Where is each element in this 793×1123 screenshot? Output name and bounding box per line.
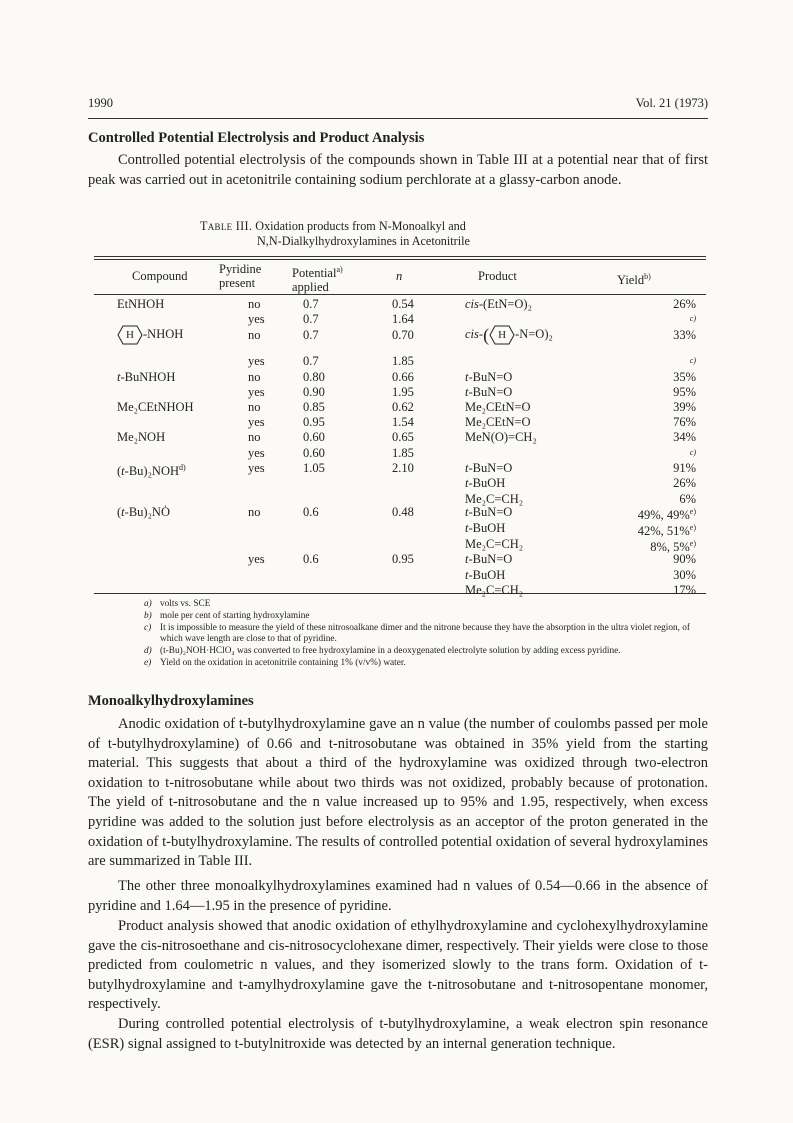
cell-potential: 0.6 (303, 552, 319, 566)
cell-potential: 0.7 (303, 354, 319, 368)
cell-product: Me₂C=CH₂ (465, 492, 524, 506)
cell-yield: 91% (673, 461, 696, 475)
paragraph-2: The other three monoalkylhydroxylamines examined had n values of 0.54—0.66 in the absence of pyridine and 1.64—1.95 in the presence of pyridine. (88, 878, 708, 914)
note-text: volts vs. SCE (160, 599, 211, 609)
cell-product: t-BuN=O (465, 385, 513, 399)
cell-n: 0.62 (392, 400, 414, 414)
cell-product: t-BuOH (465, 568, 506, 582)
cell-pyridine: yes (248, 552, 265, 566)
footnote-marker: e) (689, 507, 696, 516)
cell-product: t-BuOH (465, 521, 506, 535)
running-head (88, 96, 708, 111)
cell-n: 0.66 (392, 370, 414, 384)
col-header-potential-l2: applied (292, 279, 329, 294)
cell-n: 0.95 (392, 552, 414, 566)
cell-product: cis-(EtN=O)₂ (465, 297, 532, 311)
cell-yield: c) (689, 448, 696, 457)
cell-compound: Me₂CEtNHOH (117, 400, 194, 414)
table-note (144, 611, 704, 623)
table-caption-label: Table III. (200, 219, 253, 233)
table-caption (200, 219, 600, 249)
col-header-pyridine-l1: Pyridine (219, 262, 262, 276)
cell-compound: t-BuNHOH (117, 370, 176, 384)
cell-compound: (t-Bu)₂NȮ (117, 505, 170, 519)
paragraph-electrolysis: Controlled potential electrolysis of the compounds shown in Table III at a potential near that of first peak was carried out in acetonitrile containing sodium perchlorate at a glassy-carbon anode. (88, 152, 708, 188)
cell-pyridine: no (248, 297, 261, 311)
cell-n: 1.85 (392, 446, 414, 460)
cell-n: 0.65 (392, 430, 414, 444)
cell-n: 0.70 (392, 328, 414, 342)
cell-yield: 17% (673, 583, 696, 597)
cell-yield: 49%, 49%$^{e)}$ (637, 507, 696, 523)
cell-product: t-BuN=O (465, 370, 513, 384)
col-header-pyridine-l2: present (219, 275, 256, 290)
cell-n: 1.64 (392, 312, 414, 326)
section-title-monoalkyl: Monoalkylhydroxylamines (88, 693, 254, 709)
cell-yield: 6% (679, 492, 696, 506)
table-caption-line1: Oxidation products from N-Monoalkyl and (255, 219, 466, 233)
cell-product: Me₂CEtN=O (465, 415, 531, 429)
cell-compound: (t-Bu)₂NOH$^{d)}$ (117, 463, 186, 479)
cell-yield: 76% (673, 415, 696, 429)
cell-potential: 0.90 (303, 385, 325, 399)
note-key: c) (144, 622, 152, 633)
cell-potential: 0.60 (303, 430, 325, 444)
cell-n: 1.95 (392, 385, 414, 399)
cell-potential: 0.7 (303, 297, 319, 311)
cell-yield: 30% (673, 568, 696, 582)
cell-potential: 0.60 (303, 446, 325, 460)
cell-n: 0.54 (392, 297, 414, 311)
cell-pyridine: yes (248, 461, 265, 475)
cell-yield: 8%, 5%$^{e)}$ (650, 539, 696, 555)
cell-yield: 90% (673, 552, 696, 566)
journal-reference: Vol. 21 (1973) (635, 96, 708, 110)
cell-pyridine: no (248, 430, 261, 444)
cell-yield: 95% (673, 385, 696, 399)
table-bottom-rule (94, 593, 706, 594)
note-key: d) (144, 646, 152, 657)
note-key: b) (144, 610, 152, 621)
col-header-potential-sup: a) (336, 265, 343, 274)
cell-n: 1.85 (392, 354, 414, 368)
cell-pyridine: yes (248, 312, 265, 326)
cell-compound: H -NHOH (117, 325, 183, 345)
cell-pyridine: no (248, 328, 261, 342)
cell-potential: 0.85 (303, 400, 325, 414)
table-note (144, 646, 704, 658)
cell-yield: 34% (673, 430, 696, 444)
cell-pyridine: no (248, 505, 261, 519)
col-header-product: Product (478, 269, 517, 283)
col-header-potential (292, 263, 343, 294)
cell-yield: 35% (673, 370, 696, 384)
cell-product: t-BuOH (465, 476, 506, 490)
cyclohexyl-ring-icon: H (489, 325, 515, 345)
note-key: e) (144, 657, 152, 668)
col-header-yield-sup: b) (644, 272, 651, 281)
cell-yield: c) (689, 314, 696, 323)
cell-yield: 26% (673, 476, 696, 490)
cell-product: cis-( H -N=O)₂ (465, 325, 553, 345)
table-note (144, 658, 704, 670)
paragraph-1: Anodic oxidation of t-butylhydroxylamine gave an n value (the number of coulombs passed per mole of t-butylhydroxylamine) of 0.66 and t-nitrosobutane was obtained in 35% yield from the starting material. This suggests that about a third of the hydroxylamine was oxidized through two-electron oxidation to t-nitrosobutane while about two thirds was not oxidized, probably because of protonation. The yield of t-nitrosobutane and the n value increased up to 95% and 1.95, respectively, when excess pyridine was added to the solution just before electrolysis as an acceptor of the proton generated in the oxidation of t-butylhydroxylamine. The results of controlled potential oxidation of several hydroxylamines are summarized in Table III. (88, 716, 708, 870)
cell-potential: 0.7 (303, 328, 319, 342)
cell-yield: 33% (673, 328, 696, 342)
cell-pyridine: yes (248, 385, 265, 399)
section-title-electrolysis: Controlled Potential Electrolysis and Product Analysis (88, 130, 425, 146)
cell-potential: 1.05 (303, 461, 325, 475)
cell-pyridine: yes (248, 354, 265, 368)
cell-compound: Me₂NOH (117, 430, 166, 444)
table-top-rule (94, 256, 706, 257)
paragraph-4: During controlled potential electrolysis of t-butylhydroxylamine, a weak electron spin resonance (ESR) signal assigned to t-butylnitroxide was detected by an internal generation technique. (88, 1016, 708, 1052)
cell-n: 2.10 (392, 461, 414, 475)
note-text: Yield on the oxidation in acetonitrile containing 1% (v/v%) water. (160, 657, 406, 668)
cell-pyridine: yes (248, 446, 265, 460)
cell-product: t-BuN=O (465, 552, 513, 566)
cell-yield: 39% (673, 400, 696, 414)
table-caption-line2: N,N-Dialkylhydroxylamines in Acetonitrile (257, 234, 470, 248)
table-note (144, 599, 704, 611)
cell-potential: 0.80 (303, 370, 325, 384)
cell-yield: 42%, 51%$^{e)}$ (637, 523, 696, 539)
cell-potential: 0.7 (303, 312, 319, 326)
note-key: a) (144, 599, 152, 609)
table-top-rule-double (94, 259, 706, 260)
cell-product: t-BuN=O (465, 461, 513, 475)
cell-pyridine: no (248, 370, 261, 384)
cell-compound: EtNHOH (117, 297, 165, 311)
cell-product: Me₂C=CH₂ (465, 583, 524, 597)
cell-n: 0.48 (392, 505, 414, 519)
cyclohexyl-ring-icon: H (117, 325, 143, 345)
page-number: 1990 (88, 96, 113, 110)
footnote-marker: e) (689, 539, 696, 548)
col-header-n: n (396, 269, 403, 283)
col-header-compound: Compound (132, 269, 188, 283)
header-rule (88, 118, 708, 119)
cell-pyridine: yes (248, 415, 265, 429)
cell-product: t-BuN=O (465, 505, 513, 519)
col-header-potential-l1: Potential (292, 266, 337, 281)
cell-pyridine: no (248, 400, 261, 414)
footnote-marker: e) (689, 523, 696, 532)
col-header-yield (617, 270, 651, 288)
col-header-yield-label: Yield (617, 273, 645, 288)
footnote-marker: d) (179, 463, 186, 472)
note-text: mole per cent of starting hydroxylamine (160, 610, 310, 621)
paragraph-3: Product analysis showed that anodic oxidation of ethylhydroxylamine and cyclohexylhydroxylamine gave the cis-nitrosoethane and cis-nitrosocyclohexane dimer, respectively. Their yields were close to those predicted from coulometric n values, and they isomerized slowly to the trans form. Oxidation of t-butylhydroxylamine and t-amylhydroxylamine gave the t-nitrosobutane and t-nitrosopentane monomer, respectively. (88, 918, 708, 1013)
cell-yield: 26% (673, 297, 696, 311)
table-notes (144, 599, 704, 670)
table-header-rule (94, 294, 706, 295)
col-header-pyridine (219, 263, 261, 290)
cell-product: MeN(O)=CH₂ (465, 430, 537, 444)
cell-product: Me₂C=CH₂ (465, 537, 524, 551)
cell-n: 1.54 (392, 415, 414, 429)
cell-product: Me₂CEtN=O (465, 400, 531, 414)
cell-potential: 0.6 (303, 505, 319, 519)
cell-potential: 0.95 (303, 415, 325, 429)
note-text: It is impossible to measure the yield of these nitrosoalkane dimer and the nitrone because they have the absorption in the ultra violet region, of which wave length are close to that of pyridine. (160, 622, 691, 645)
cell-yield: c) (689, 356, 696, 365)
table-note (144, 623, 704, 647)
note-text: (t-Bu)₂NOH·HClO₄ was converted to free hydroxylamine in a deoxygenated electrolyte solution by adding excess pyridine. (160, 646, 621, 657)
